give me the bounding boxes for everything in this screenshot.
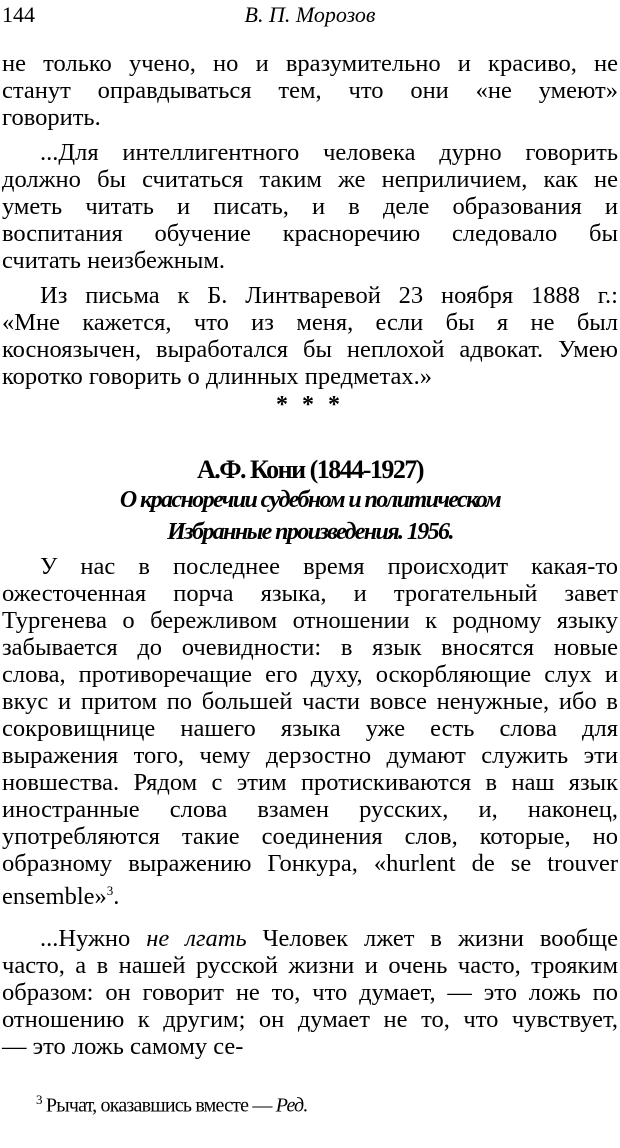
paragraph: [2, 925, 618, 1060]
text-segment: ...Нужно: [40, 925, 147, 952]
text-line: новшества. Рядом с этим протискиваются в наш язык: [2, 769, 618, 796]
text-line: воспитания обучение красноречию следовало бы: [2, 220, 618, 247]
footnote-text: Рычат, оказавшись вместе —: [45, 1094, 276, 1117]
paragraph: [2, 139, 618, 274]
footnote-number: 3: [36, 1092, 42, 1107]
text-line: коротко говорить о длинных предметах.»: [2, 363, 433, 390]
text-line: У нас в последнее время происходит какая-то: [40, 553, 618, 580]
text-line: [2, 925, 618, 952]
paragraph: [2, 50, 618, 131]
text-line: уметь читать и писать, и в деле образования и: [2, 193, 618, 220]
text-line: слова, противоречащие его духу, оскорбляющие слух и: [2, 661, 618, 688]
paragraph: [2, 282, 618, 390]
footnote: [36, 1092, 308, 1118]
text-line: выражения того, чему дерзостно думают служить эти: [2, 742, 618, 769]
text-line: считать неизбежным.: [2, 247, 225, 274]
page-header: [0, 0, 620, 30]
text-line: говорить.: [2, 104, 101, 131]
text-line: Тургенева о бережливом отношении к родному языку: [2, 607, 618, 634]
text-line: иностранные слова взамен русских, и, наконец,: [2, 796, 618, 823]
footnote-reference[interactable]: 3: [106, 883, 114, 898]
text-line: часто, а в нашей русской жизни и очень часто, трояким: [2, 952, 618, 979]
text-line: ensemble»$^3$.: [2, 883, 120, 911]
section-separator: * * *: [276, 392, 344, 418]
text-line: косноязычен, выработался бы неплохой адвокат. Умею: [2, 336, 618, 363]
text-line: — это ложь самому се-: [2, 1033, 244, 1060]
text-line: образом: он говорит не то, что думает, — это ложь по: [2, 979, 618, 1006]
section-subtitle: О красноречии судебном и политическом: [119, 487, 501, 513]
text-line: станут оправдываться тем, что они «не умеют»: [2, 77, 618, 104]
text-line: сокровищнице нашего языка уже есть слова для: [2, 715, 618, 742]
text-line: ожесточенная порча языка, и трогательный завет: [2, 580, 618, 607]
section-source: Избранные произведения. 1956.: [167, 519, 453, 545]
section-title: А.Ф. Кони (1844-1927): [196, 455, 424, 484]
text-line: употребляются такие соединения слов, которые, но: [2, 823, 618, 850]
text-line: образному выражению Гонкура, «hurlent de se trouver: [2, 850, 618, 877]
text-segment: Человек лжет в жизни вообще: [246, 925, 618, 952]
text-segment: ensemble»: [2, 883, 107, 911]
text-line: отношению к другим; он думает не то, что чувствует,: [2, 1006, 618, 1033]
text-line: вкус и притом по большей части вовсе ненужные, ибо в: [2, 688, 618, 715]
page-number: 144: [2, 2, 35, 27]
paragraph: [2, 553, 618, 911]
text-line: ...Для интеллигентного человека дурно говорить: [40, 139, 618, 166]
text-line: не только учено, но и вразумительно и красиво, не: [2, 50, 618, 77]
text-line: должно бы считаться таким же неприличием, как не: [2, 166, 618, 193]
text-line: Из письма к Б. Линтваревой 23 ноября 1888 г.:: [40, 282, 618, 309]
footnote-editor: Ред.: [275, 1094, 308, 1117]
emphasis: не лгать: [146, 925, 247, 952]
text-line: забывается до очевидности: в язык вносятся новые: [2, 634, 618, 661]
text-line: «Мне кажется, что из меня, если бы я не был: [2, 309, 618, 336]
running-title: В. П. Морозов: [244, 2, 376, 27]
